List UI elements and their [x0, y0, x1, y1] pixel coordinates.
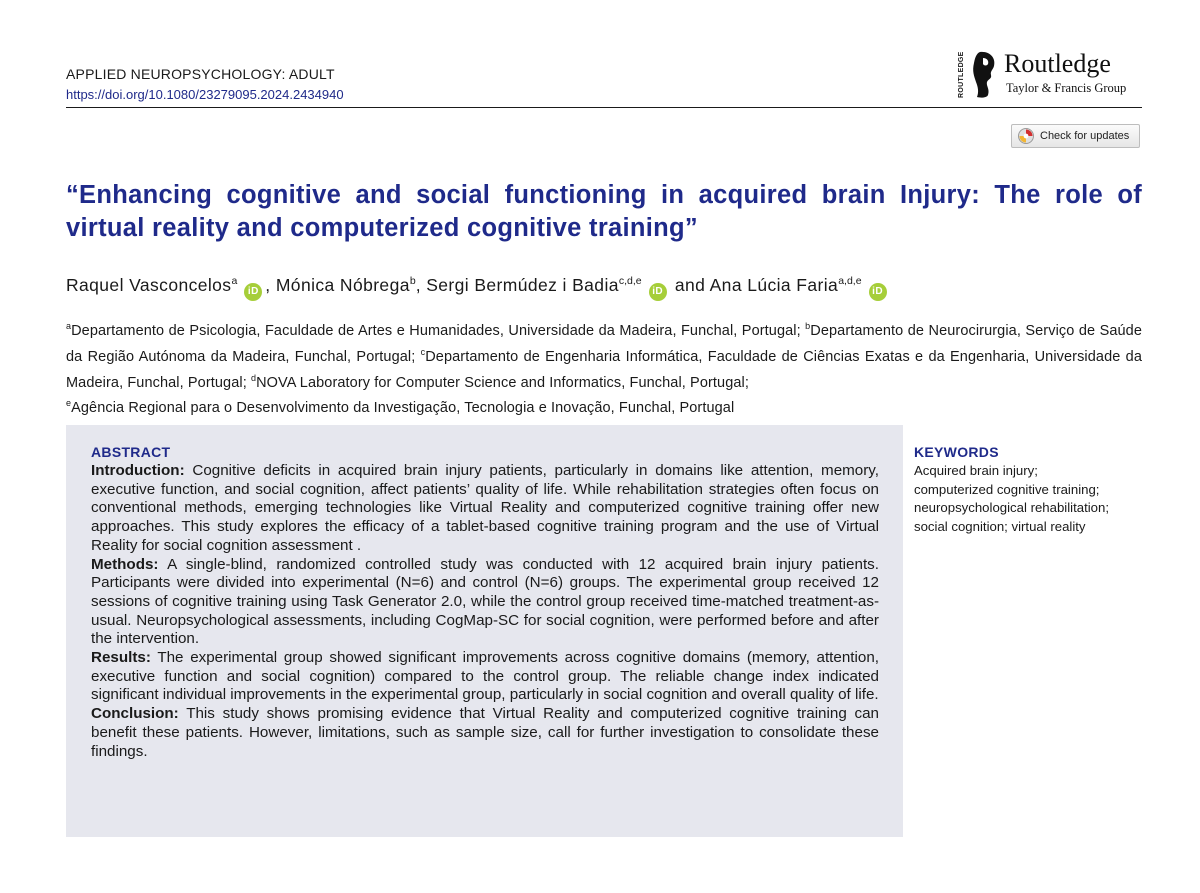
- author-affiliation-sup: b: [409, 275, 416, 288]
- affiliation-sup: d: [250, 372, 257, 383]
- author-list: [66, 275, 1142, 301]
- abstract-heading: ABSTRACT: [91, 444, 171, 460]
- crossmark-icon: [1018, 128, 1034, 144]
- affiliation-sup: e: [66, 398, 72, 409]
- keyword-item: neuropsychological rehabilitation;: [914, 500, 1110, 516]
- journal-name: APPLIED NEUROPSYCHOLOGY: ADULT: [66, 66, 335, 82]
- keyword-item: Acquired brain injury;: [914, 463, 1038, 478]
- author-separator: ,: [415, 275, 427, 295]
- check-for-updates-button[interactable]: [1011, 124, 1140, 148]
- article-title: “Enhancing cognitive and social functioning in acquired brain Injury: The role of virtual reality and computerized cognitive training”: [66, 181, 1142, 242]
- section-text: A single-blind, randomized controlled study was conducted with 12 acquired brain injury patients. Participants were divided into experimental (N=6) and control (N=6) groups. The experimental group received 12 sessions of cognitive training using Task Generator 2.0, while the control group received time-matched treatment-as-usual. Neuropsychological assessments, including CogMap-SC for social cognition, were performed before and after the intervention.: [91, 555, 879, 648]
- author-name: Sergi Bermúdez i Badia: [426, 275, 619, 295]
- section-text: The experimental group showed significant improvements across cognitive domains (memory, attention, executive function and social cognition) compared to the control group. The reliable change index indicated significant individual improvements in the experimental group, particularly in social cognition and overall quality of life.: [91, 649, 879, 704]
- check-updates-label: Check for updates: [1040, 130, 1130, 142]
- affiliation-text: NOVA Laboratory for Computer Science and Informatics, Funchal, Portugal;: [256, 374, 749, 391]
- affiliation-text: Departamento de Neurocirurgia, Serviço de Saúde da Região Autónoma da Madeira, Funchal, Portugal;: [66, 322, 1143, 365]
- author-name: Ana Lúcia Faria: [709, 275, 839, 295]
- publisher-name: Routledge: [1004, 49, 1111, 78]
- author-affiliation-sup: a,d,e: [838, 275, 862, 288]
- section-label: Conclusion:: [91, 705, 179, 723]
- publisher-group: Taylor & Francis Group: [1006, 81, 1127, 95]
- abstract-section-results: [91, 649, 879, 705]
- affiliation-text: Departamento de Engenharia Informática, Faculdade de Ciências Exatas e da Engenharia, Universidade da Madeira, Funchal, Portugal;: [66, 348, 1142, 391]
- author-separator: ,: [265, 275, 276, 295]
- orcid-icon[interactable]: iD: [244, 283, 262, 301]
- affiliation-text: Agência Regional para o Desenvolvimento da Investigação, Tecnologia e Inovação, Funchal, Portugal: [71, 400, 735, 417]
- orcid-icon[interactable]: iD: [869, 283, 887, 301]
- keyword-item: social cognition; virtual reality: [914, 519, 1086, 535]
- section-label: Results:: [91, 649, 151, 667]
- abstract-body: [91, 462, 879, 761]
- keywords-heading: KEYWORDS: [914, 444, 999, 460]
- publisher-logo[interactable]: [958, 47, 1148, 101]
- keywords-list: [914, 462, 1146, 537]
- abstract-section-conclusion: [91, 705, 879, 761]
- section-text: This study shows promising evidence that Virtual Reality and computerized cognitive training can benefit these patients. However, limitations, such as sample size, call for further investigation to consolidate these findings.: [91, 705, 879, 760]
- header-divider: [66, 107, 1142, 108]
- author-separator: and: [669, 275, 710, 295]
- affiliation-sup: a: [66, 321, 72, 331]
- author-name: Raquel Vasconcelos: [66, 275, 232, 295]
- section-label: Methods:: [91, 555, 159, 573]
- affiliations: [66, 316, 1142, 419]
- author-affiliation-sup: c,d,e: [618, 275, 642, 288]
- author-name: Mónica Nóbrega: [275, 275, 410, 295]
- affiliation-sup: b: [805, 321, 811, 331]
- abstract-section-methods: [91, 556, 879, 650]
- logo-vertical-label: ROUTLEDGE: [958, 51, 965, 99]
- author-affiliation-sup: a: [231, 275, 238, 288]
- routledge-head-icon: [970, 49, 998, 99]
- affiliation-sup: c: [420, 346, 426, 357]
- orcid-icon[interactable]: iD: [649, 283, 667, 301]
- abstract-section-introduction: [91, 462, 879, 556]
- section-text: Cognitive deficits in acquired brain injury patients, particularly in domains like attention, memory, executive function, and social cognition, affect patients’ quality of life. While rehabilitation strategies often focus on conventional methods, emerging technologies like Virtual Reality and computerized cognitive training offer new approaches. This study explores the efficacy of a tablet-based cognitive training program and the use of Virtual Reality for social cognition assessment .: [91, 462, 879, 554]
- keyword-item: computerized cognitive training;: [914, 481, 1100, 497]
- doi-link[interactable]: https://doi.org/10.1080/23279095.2024.2434940: [66, 87, 344, 102]
- section-label: Introduction:: [91, 462, 185, 479]
- affiliation-text: Departamento de Psicologia, Faculdade de Artes e Humanidades, Universidade da Madeira, Funchal, Portugal;: [71, 322, 806, 339]
